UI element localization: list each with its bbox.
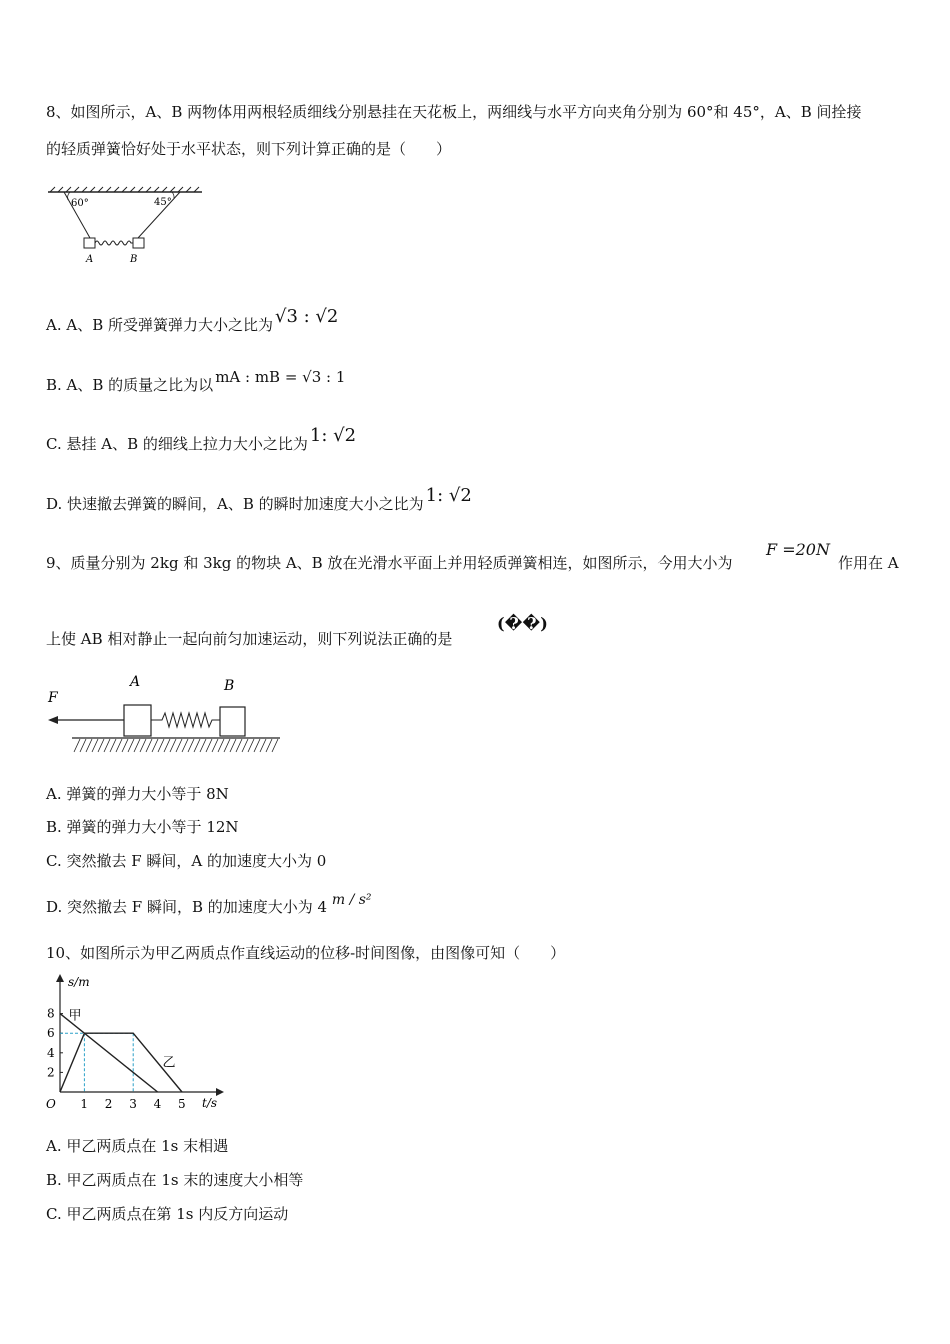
- q8-option-d-math: 1: √2: [425, 485, 472, 506]
- q10-option-b[interactable]: B. 甲乙两质点在 1s 末的速度大小相等: [46, 1171, 304, 1189]
- q8-option-d-text: D. 快速撤去弹簧的瞬间，A、B 的瞬时加速度大小之比为: [46, 495, 424, 513]
- x-tick-label-1: 1: [80, 1097, 89, 1111]
- y-tick-label-8: 8: [47, 1006, 55, 1021]
- q8-option-a-text: A. A、B 所受弹簧弹力大小之比为: [46, 316, 273, 334]
- q9-label-b: B: [224, 678, 235, 694]
- q9-option-a[interactable]: A. 弹簧的弹力大小等于 8N: [46, 785, 229, 803]
- q8-block-b: [133, 238, 144, 248]
- q8-option-d[interactable]: [46, 485, 472, 514]
- x-tick-label-5: 5: [178, 1097, 186, 1111]
- series-line-jia: [60, 1014, 158, 1092]
- q10-option-c[interactable]: C. 甲乙两质点在第 1s 内反方向运动: [46, 1205, 289, 1223]
- q8-stem-line1: 8、如图所示，A、B 两物体用两根轻质细线分别悬挂在天花板上，两细线与水平方向夹角分别为 60°和 45°，A、B 间拴接: [46, 103, 862, 121]
- q8-option-b-text: B. A、B 的质量之比为以: [46, 376, 214, 394]
- series-label-yi: 乙: [162, 1055, 176, 1071]
- q9-answer-paren: (��): [497, 614, 548, 633]
- q8-option-a[interactable]: [46, 306, 339, 335]
- x-tick-label-3: 3: [129, 1097, 137, 1111]
- q10-origin: O: [46, 1097, 56, 1111]
- q9-option-d-text: D. 突然撤去 F 瞬间，B 的加速度大小为 4: [46, 898, 328, 916]
- q8-option-c-text: C. 悬挂 A、B 的细线上拉力大小之比为: [46, 435, 308, 453]
- q8-label-b: B: [130, 254, 138, 265]
- q8-angle-left: 60°: [71, 198, 89, 209]
- q9-label-f: F: [48, 690, 58, 706]
- q8-stem-line2: 的轻质弹簧恰好处于水平状态，则下列计算正确的是（ ）: [46, 140, 452, 158]
- q9-figure: [44, 672, 284, 760]
- q9-spring: [151, 713, 220, 727]
- q10-chart: [44, 972, 234, 1114]
- q9-option-b[interactable]: B. 弹簧的弹力大小等于 12N: [46, 818, 239, 836]
- x-tick-label-2: 2: [104, 1097, 113, 1111]
- q8-option-b[interactable]: [46, 368, 346, 395]
- q9-stem-line1: 9、质量分别为 2kg 和 3kg 的物块 A、B 放在光滑水平面上并用轻质弹簧相连，如图所示，今用大小为: [46, 554, 733, 572]
- q9-option-d[interactable]: [46, 892, 372, 917]
- q10-y-label: s/m: [68, 975, 90, 989]
- q9-label-a: A: [130, 674, 141, 690]
- q8-angle-right: 45°: [154, 197, 172, 208]
- q9-option-d-unit: m / s²: [331, 892, 372, 908]
- q9-stem-line1-end: 作用在 A: [838, 554, 899, 572]
- q8-block-a: [84, 238, 95, 248]
- q9-block-a: [124, 705, 151, 736]
- q9-force-value: F =20N: [766, 540, 830, 559]
- q8-option-b-math: mA : mB = √3 : 1: [215, 368, 346, 386]
- q8-figure: [46, 186, 206, 266]
- q8-option-c[interactable]: [46, 425, 357, 454]
- q9-block-b: [220, 707, 245, 736]
- x-tick-label-4: 4: [153, 1097, 162, 1111]
- q10-x-label: t/s: [202, 1096, 218, 1110]
- q9-stem-line2: 上使 AB 相对静止一起向前匀加速运动，则下列说法正确的是: [46, 630, 453, 648]
- q8-option-a-math: √3 : √2: [275, 306, 339, 327]
- y-tick-label-4: 4: [47, 1045, 55, 1060]
- q8-spring: [95, 241, 133, 245]
- y-tick-label-2: 2: [47, 1065, 55, 1080]
- q10-option-a[interactable]: A. 甲乙两质点在 1s 末相遇: [46, 1137, 229, 1155]
- series-label-jia: 甲: [68, 1008, 82, 1024]
- q8-option-c-math: 1: √2: [309, 425, 357, 446]
- q9-option-c[interactable]: C. 突然撤去 F 瞬间，A 的加速度大小为 0: [46, 852, 327, 870]
- y-tick-label-6: 6: [47, 1026, 55, 1041]
- q10-stem: 10、如图所示为甲乙两质点作直线运动的位移-时间图像，由图像可知（ ）: [46, 944, 566, 962]
- q8-label-a: A: [86, 254, 94, 265]
